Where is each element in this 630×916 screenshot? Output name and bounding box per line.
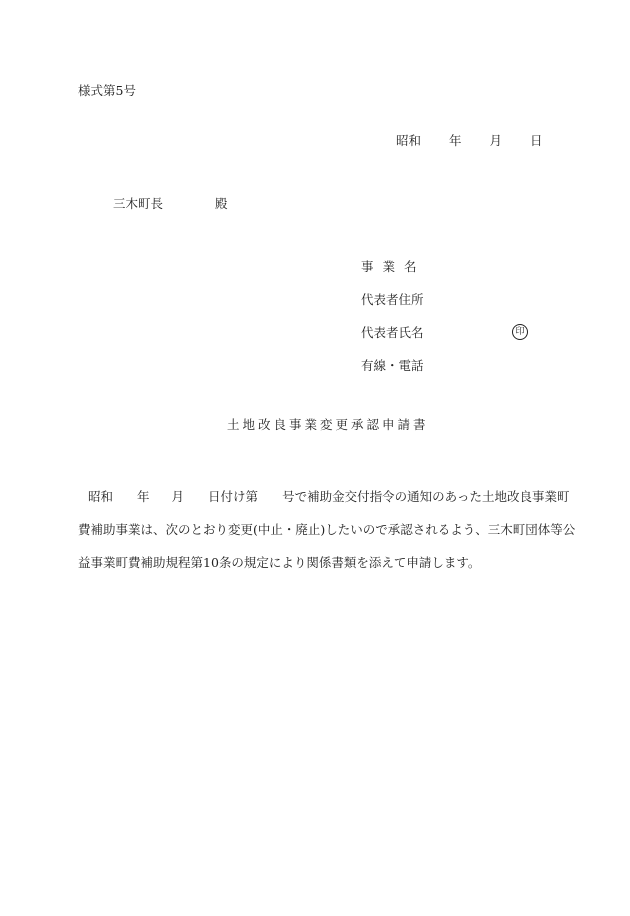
- representative-name-row: [361, 325, 525, 341]
- body-text: [78, 480, 576, 579]
- body-line-3: 益事業町費補助規程第10条の規定により関係書類を添えて申請します。: [78, 555, 481, 570]
- body-dated-no: 日付け第: [208, 489, 259, 504]
- applicant-block: [361, 259, 525, 391]
- seal-mark: 印: [512, 324, 528, 340]
- addressee: [113, 196, 228, 212]
- representative-name-label: 代表者氏名: [361, 325, 424, 340]
- body-year: 年: [137, 489, 150, 504]
- document-title: 土地改良事業変更承認申請書: [227, 417, 429, 432]
- date-line: [396, 133, 543, 149]
- phone-label: 有線・電話: [361, 358, 424, 373]
- body-month: 月: [171, 489, 185, 504]
- date-year: 年: [449, 133, 462, 148]
- date-day: 日: [530, 133, 543, 148]
- date-month: 月: [489, 133, 503, 148]
- addressee-name: 三木町長: [113, 196, 164, 211]
- date-era: 昭和: [396, 133, 422, 148]
- body-line-1: [78, 480, 570, 513]
- body-line-2: 費補助事業は、次のとおり変更(中止・廃止)したいので承認されるよう、三木町団体等公: [78, 522, 576, 537]
- representative-address-label: 代表者住所: [361, 292, 424, 307]
- form-number: 様式第5号: [78, 83, 136, 98]
- body-line-1-rest: 号で補助金交付指令の通知のあった土地改良事業町: [282, 489, 570, 504]
- business-name-label: 事業名: [361, 259, 426, 274]
- body-era: 昭和: [88, 489, 114, 504]
- addressee-honorific: 殿: [215, 196, 228, 211]
